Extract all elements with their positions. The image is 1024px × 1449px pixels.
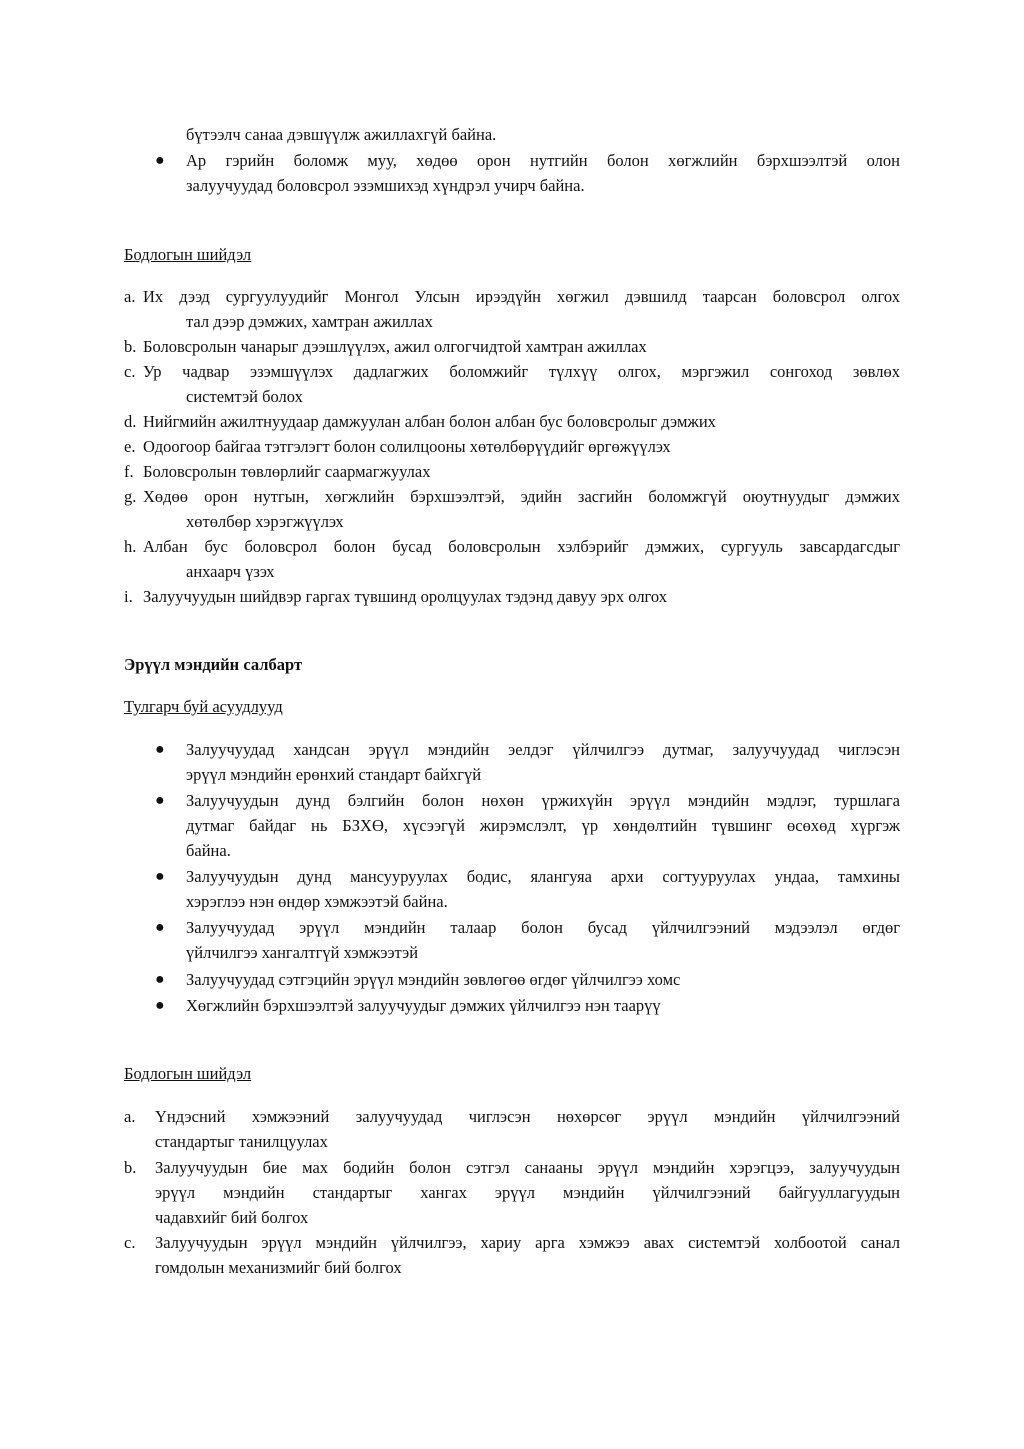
list-item-text: стандартыг танилцуулах <box>155 1132 328 1151</box>
list-marker: c. <box>124 1233 136 1252</box>
list-item-text: Залуучуудад сэтгэцийн эрүүл мэндийн зөвлөгөө өгдөг үйлчилгээ хомс <box>186 970 681 989</box>
list-item-text: хөтөлбөр хэрэгжүүлэх <box>186 512 344 531</box>
bullet-icon: ● <box>155 741 165 758</box>
list-item-text: Албан бус боловсрол болон бусад боловсролын хэлбэрийг дэмжих, сургууль завсардагсдыг <box>143 537 900 556</box>
section-heading-health-policy: Бодлогын шийдэл <box>124 1064 252 1083</box>
list-item-text: хэрэглээ нэн өндөр хэмжээтэй байна. <box>186 892 448 911</box>
bullet-continuation-text: бүтээлч санаа дэвшүүлж ажиллахгүй байна. <box>186 125 497 144</box>
list-item-text: Нийгмийн ажилтнуудаар дамжуулан албан болон албан бус боловсролыг дэмжих <box>143 412 716 431</box>
list-item-text: байна. <box>186 841 231 860</box>
section-heading-issues: Тулгарч буй асуудлууд <box>124 697 283 716</box>
list-item-text: гомдолын механизмийг бий болгох <box>155 1258 402 1277</box>
bullet-icon: ● <box>155 792 165 809</box>
list-item-text: Залуучуудад хандсан эрүүл мэндийн эелдэг үйлчилгээ дутмаг, залуучуудад чиглэсэн <box>186 740 900 759</box>
list-item-text: Залуучуудын дунд бэлгийн болон нөхөн үржихүйн эрүүл мэндийн мэдлэг, туршлага <box>186 791 900 810</box>
list-marker: b. <box>124 1158 137 1177</box>
list-item-text: Залуучуудын шийдвэр гаргах түвшинд оролцуулах тэдэнд давуу эрх олгох <box>143 587 667 606</box>
section-heading-policy: Бодлогын шийдэл <box>124 245 252 264</box>
list-item-text: эрүүл мэндийн стандартыг хангах эрүүл мэндийн үйлчилгээний байгууллагуудын <box>155 1183 900 1202</box>
list-marker: a. <box>124 1107 136 1126</box>
list-marker: a. <box>124 287 136 306</box>
list-item-text: Хөдөө орон нутгын, хөгжлийн бэрхшээлтэй, эдийн засгийн боломжгүй оюутнуудыг дэмжих <box>143 487 900 506</box>
list-item-text: Залуучуудад эрүүл мэндийн талаар болон бусад үйлчилгээний мэдээлэл өгдөг <box>186 918 900 937</box>
list-marker: f. <box>124 462 134 481</box>
bullet-icon: ● <box>155 971 165 988</box>
list-marker: g. <box>124 487 137 506</box>
list-marker: i. <box>124 587 133 606</box>
list-item-text: Үндэсний хэмжээний залуучуудад чиглэсэн нөхөрсөг эрүүл мэндийн үйлчилгээний <box>155 1107 900 1126</box>
list-item-text: үйлчилгээ хангалтгүй хэмжээтэй <box>186 943 419 962</box>
bullet-text: залуучуудад боловсрол эзэмшихэд хүндрэл учирч байна. <box>186 176 585 195</box>
bullet-icon: ● <box>155 919 165 936</box>
list-item-text: Одоогоор байгаа тэтгэлэгт болон солилцооны хөтөлбөрүүдийг өргөжүүлэх <box>143 437 671 456</box>
list-item-text: Боловсролын төвлөрлийг саармагжуулах <box>143 462 431 481</box>
list-item-text: Хөгжлийн бэрхшээлтэй залуучуудыг дэмжих үйлчилгээ нэн таарүү <box>186 996 661 1015</box>
list-marker: d. <box>124 412 137 431</box>
section-title-health: Эрүүл мэндийн салбарт <box>124 655 303 674</box>
list-item-text: дутмаг байдаг нь БЗХӨ, хүсээгүй жирэмслэлт, үр хөндөлтийн түвшинг өсөхөд хүргэж <box>186 816 900 835</box>
list-item-text: Залуучуудын дунд мансууруулах бодис, ялангуяа архи согтууруулах ундаа, тамхины <box>186 867 900 886</box>
list-marker: c. <box>124 362 136 381</box>
list-item-text: Боловсролын чанарыг дээшлүүлэх, ажил олгогчидтой хамтран ажиллах <box>143 337 647 356</box>
list-marker: h. <box>124 537 137 556</box>
bullet-icon: ● <box>155 152 165 169</box>
list-item-text: Залуучуудын бие мах бодийн болон сэтгэл санааны эрүүл мэндийн хэрэгцээ, залуучуудын <box>155 1158 900 1177</box>
list-marker: e. <box>124 437 136 456</box>
list-item-text: Ур чадвар эзэмшүүлэх дадлагжих боломжийг түлхүү олгох, мэргэжил сонгоход зөвлөх <box>143 362 900 381</box>
list-item-text: чадавхийг бий болгох <box>155 1208 309 1227</box>
list-marker: b. <box>124 337 137 356</box>
list-item-text: Их дээд сургуулуудийг Монгол Улсын ирээдүйн хөгжил дэвшилд таарсан боловсрол олгох <box>143 287 900 306</box>
bullet-text: Ар гэрийн боломж муу, хөдөө орон нутгийн болон хөгжлийн бэрхшээлтэй олон <box>186 151 900 170</box>
list-item-text: эрүүл мэндийн ерөнхий стандарт байхгүй <box>186 765 482 784</box>
list-item-text: системтэй болох <box>186 387 303 406</box>
bullet-icon: ● <box>155 868 165 885</box>
bullet-icon: ● <box>155 997 165 1014</box>
list-item-text: тал дээр дэмжих, хамтран ажиллах <box>186 312 433 331</box>
list-item-text: анхаарч үзэх <box>186 562 275 581</box>
list-item-text: Залуучуудын эрүүл мэндийн үйлчилгээ, хариу арга хэмжээ авах системтэй холбоотой санал <box>155 1233 900 1252</box>
